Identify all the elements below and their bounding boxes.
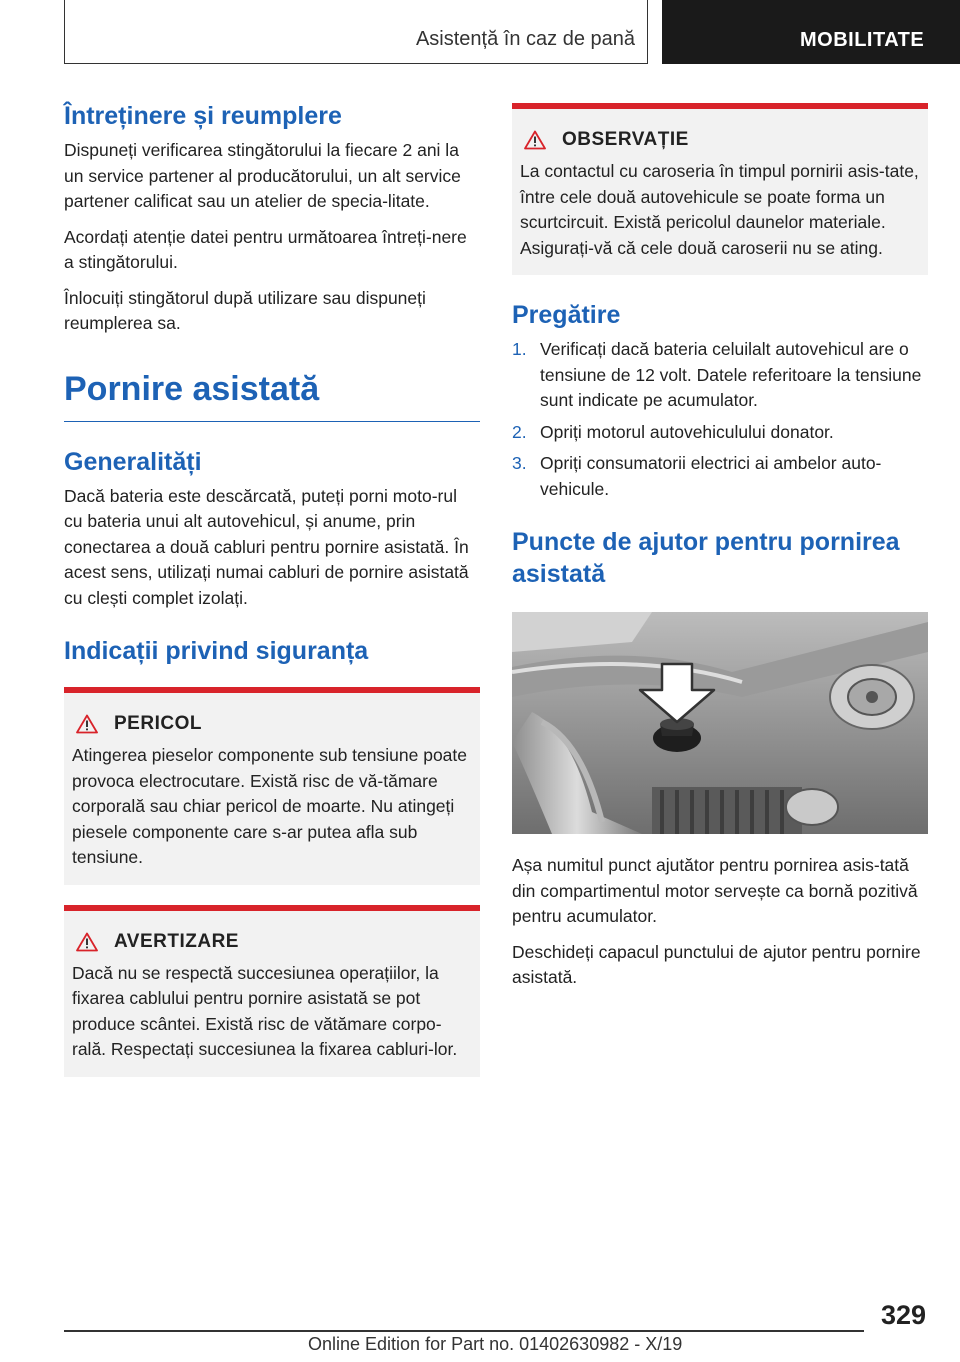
notice-box <box>512 103 928 275</box>
maintenance-paragraph-3: Înlocuiți stingătorul după utilizare sau dispuneți reumplerea sa. <box>64 287 426 333</box>
list-item <box>512 451 928 502</box>
step-number: 2. <box>512 421 527 442</box>
section-tab-label: MOBILITATE <box>800 29 925 51</box>
step-text: Verificați dacă bateria celuilalt autovehicul are o tensiune de 12 volt. Datele referitoare la tensiune sunt indicate pe acumulator. <box>540 339 922 410</box>
danger-title-row <box>76 713 472 735</box>
danger-box <box>64 687 480 885</box>
notice-title: OBSERVAȚIE <box>562 129 689 150</box>
warning-triangle-icon <box>76 714 98 734</box>
notice-text: La contactul cu caroseria în timpul pornirii asis-tate, între cele două autovehicule se poate forma un scurtcircuit. Există pericolul daunelor materiale. Asigurați-vă că cele două caroserii nu se ating. <box>520 161 919 258</box>
warning-text: Dacă nu se respectă succesiunea operațiilor, la fixarea cablului pentru pornire asistată se pot produce scântei. Există risc de vătămare corpo-rală. Respectați succesiunea la fixarea cabluri-lor. <box>72 962 458 1059</box>
chapter-title: Asistență în caz de pană <box>415 28 635 50</box>
general-heading: Generalități <box>64 447 202 476</box>
header-box <box>64 0 648 64</box>
jump-points-paragraph-2: Deschideți capacul punctului de ajutor pentru pornire asistată. <box>512 941 921 987</box>
step-text: Opriți motorul autovehiculului donator. <box>540 421 834 442</box>
danger-title: PERICOL <box>114 713 202 734</box>
footer-edition: Online Edition for Part no. 01402630982 - X/19 <box>308 1334 683 1354</box>
warning-title: AVERTIZARE <box>114 930 239 952</box>
warning-title-row <box>76 931 472 953</box>
maintenance-heading: Întreținere și reumplere <box>64 102 342 130</box>
general-paragraph: Dacă bateria este descărcată, puteți porni moto-rul cu bateria unui alt autovehicul, și anume, prin conectarea a două cabluri pentru pornire asistată. În acest sens, utilizați numai cabluri de pornire asistată cu clești complet izolați. <box>64 485 469 608</box>
engine-bay-photo <box>512 612 928 834</box>
notice-title-row <box>524 129 920 151</box>
warning-box <box>64 905 480 1077</box>
main-heading: Pornire asistată <box>64 367 480 422</box>
list-item <box>512 337 928 414</box>
page-number: 329 <box>880 1300 926 1330</box>
footer-divider <box>64 1330 864 1332</box>
danger-text: Atingerea pieselor componente sub tensiune poate provoca electrocutare. Există risc de vă-tămare corporală sau chiar pericol de moarte. Nu atingeți piesele componente care s-ar putea afla sub tensiune. <box>72 745 467 867</box>
list-item <box>512 420 928 446</box>
step-text: Opriți consumatorii electrici ai ambelor auto-vehicule. <box>540 453 882 499</box>
warning-triangle-icon <box>524 130 546 150</box>
step-number: 3. <box>512 453 527 473</box>
jump-points-heading: Puncte de ajutor pentru pornirea asistată <box>512 528 900 588</box>
section-tab[interactable] <box>662 0 960 64</box>
maintenance-paragraph-1: Dispuneți verificarea stingătorului la fiecare 2 ani la un service partener al producătorului, un alt service partener calificat sau un atelier de specia-litate. <box>64 140 461 211</box>
preparation-heading: Pregătire <box>512 301 621 329</box>
step-number: 1. <box>512 339 527 359</box>
jump-points-paragraph-1: Așa numitul punct ajutător pentru pornirea asis-tată din compartimentul motor servește ca bornă pozitivă pentru acumulator. <box>512 855 918 926</box>
left-column <box>64 100 480 1077</box>
preparation-steps <box>512 337 928 502</box>
safety-heading: Indicații privind siguranța <box>64 637 369 665</box>
right-column <box>512 100 928 1001</box>
maintenance-paragraph-2: Acordați atenție datei pentru următoarea întreți-nere a stingătorului. <box>64 226 467 272</box>
warning-triangle-icon <box>76 932 98 952</box>
